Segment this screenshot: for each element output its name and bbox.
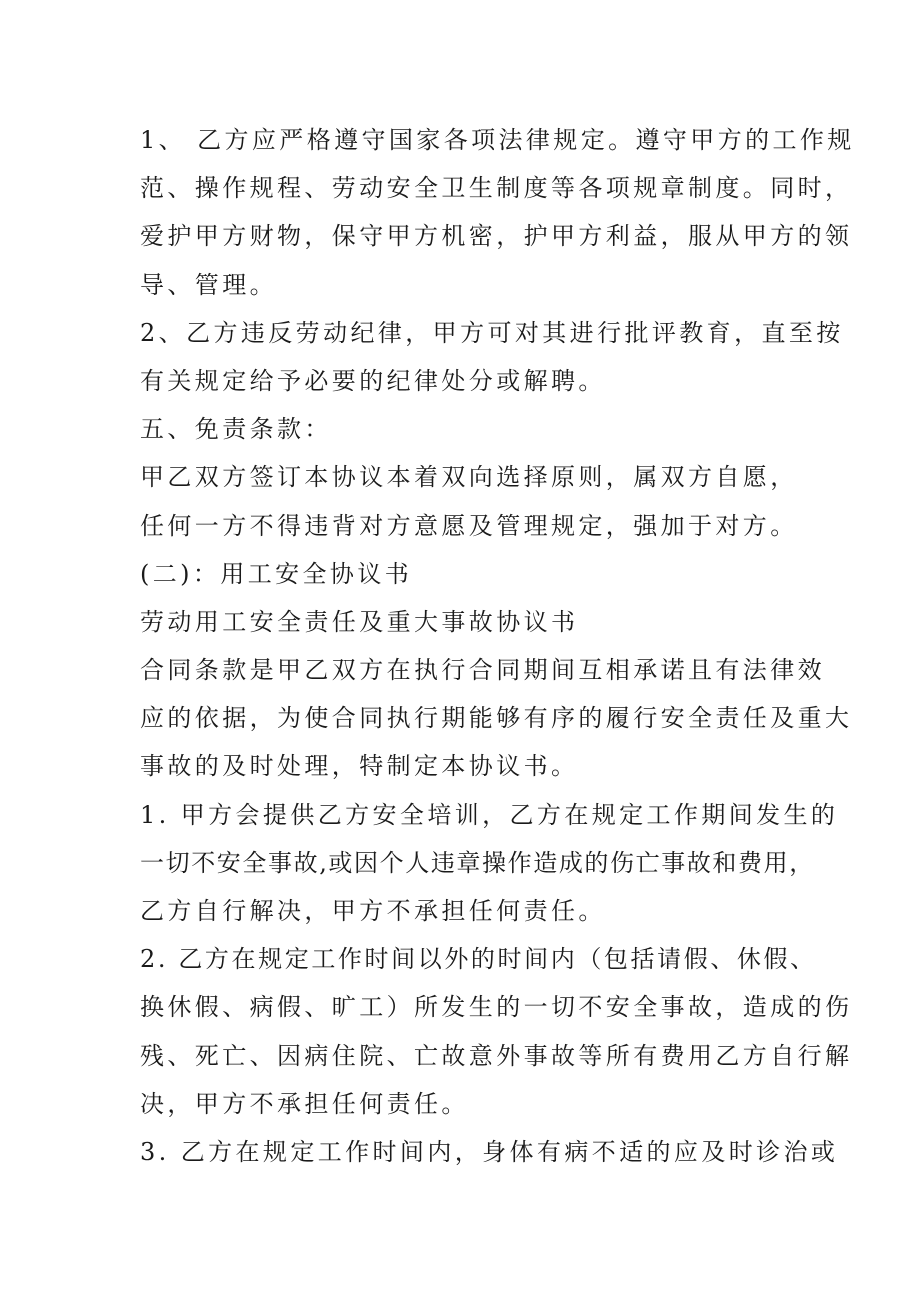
text-line: 1、 乙方应严格遵守国家各项法律规定。遵守甲方的工作规	[140, 126, 855, 154]
text-line: 导、管理。	[140, 270, 277, 299]
text-line: 范、操作规程、劳动安全卫生制度等各项规章制度。同时，	[140, 174, 853, 203]
text-line: 事故的及时处理，特制定本协议书。	[140, 752, 579, 781]
text-line: 2. 乙方在规定工作时间以外的时间内（包括请假、休假、	[140, 945, 817, 974]
text-line: 一切不安全事故,或因个人违章操作造成的伤亡事故和费用，	[140, 848, 815, 877]
text-line: 换休假、病假、旷工）所发生的一切不安全事故，造成的伤	[140, 993, 853, 1022]
text-line: 乙方自行解决，甲方不承担任何责任。	[140, 897, 606, 925]
section-heading: (二)：用工安全协议书	[140, 559, 413, 588]
text-line: 残、死亡、因病住院、亡故意外事故等所有费用乙方自行解	[140, 1041, 853, 1070]
text-line: 有关规定给予必要的纪律处分或解聘。	[140, 366, 606, 395]
document-title: 劳动用工安全责任及重大事故协议书	[140, 607, 579, 636]
document-page	[140, 116, 855, 1176]
text-line: 2、乙方违反劳动纪律，甲方可对其进行批评教育，直至按	[140, 318, 844, 347]
text-line: 1. 甲方会提供乙方安全培训，乙方在规定工作期间发生的	[140, 800, 839, 829]
text-line: 决，甲方不承担任何责任。	[140, 1089, 469, 1118]
text-line: 任何一方不得违背对方意愿及管理规定，强加于对方。	[140, 511, 798, 540]
text-line: 甲乙双方签订本协议本着双向选择原则，属双方自愿，	[140, 463, 798, 492]
text-line: 爱护甲方财物，保守甲方机密，护甲方利益，服从甲方的领	[140, 222, 853, 251]
text-line: 合同条款是甲乙双方在执行合同期间互相承诺且有法律效	[140, 656, 825, 685]
text-line: 3. 乙方在规定工作时间内，身体有病不适的应及时诊治或	[140, 1137, 839, 1166]
text-line: 应的依据，为使合同执行期能够有序的履行安全责任及重大	[140, 704, 853, 733]
section-heading: 五、免责条款：	[140, 415, 332, 444]
